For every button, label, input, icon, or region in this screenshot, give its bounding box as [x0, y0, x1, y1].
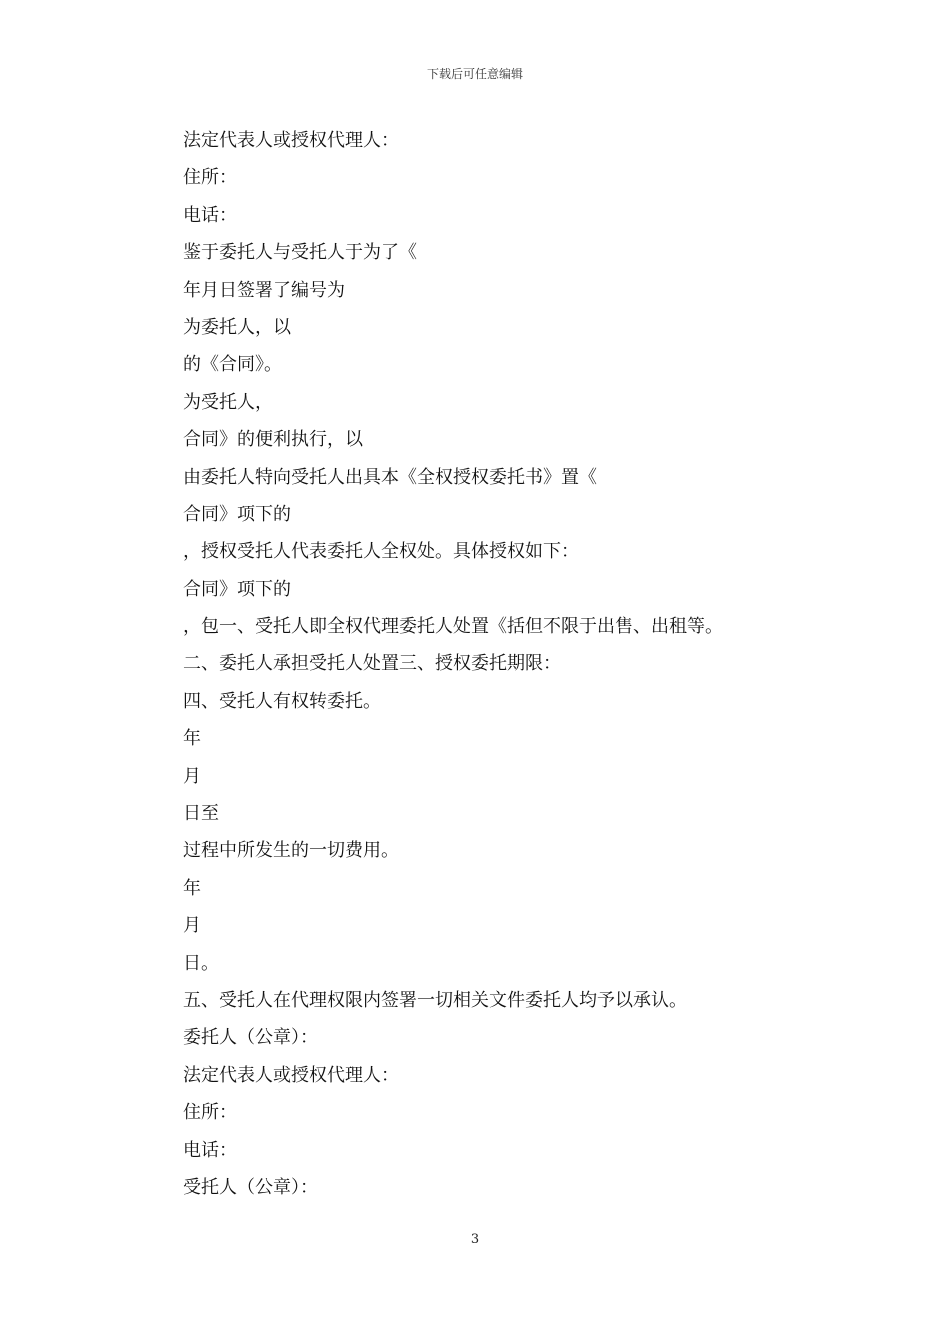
text-line: 过程中所发生的一切费用。 [183, 840, 399, 862]
text-line: 法定代表人或授权代理人： [183, 1064, 399, 1086]
text-line: 二、委托人承担受托人处置三、授权委托期限： [183, 653, 561, 675]
text-line: 住所： [183, 1102, 237, 1124]
text-line: 住所： [183, 167, 237, 189]
text-line: 年月日签署了编号为 [183, 279, 345, 301]
text-line: 受托人（公章）： [183, 1176, 318, 1198]
text-line: 为受托人， [183, 391, 273, 413]
text-line: ，授权受托人代表委托人全权处。具体授权如下： [183, 541, 579, 563]
text-line: 委托人（公章）： [183, 1027, 318, 1049]
text-line: 月 [183, 765, 201, 787]
text-line: 年 [183, 728, 201, 750]
text-line: 合同》项下的 [183, 503, 291, 525]
text-line: 四、受托人有权转委托。 [183, 690, 381, 712]
text-line: ，包一、受托人即全权代理委托人处置《括但不限于出售、出租等。 [183, 616, 723, 638]
text-line: 法定代表人或授权代理人： [183, 130, 399, 151]
text-line: 合同》的便利执行，以 [183, 429, 363, 451]
text-line: 电话： [183, 1139, 237, 1161]
text-line: 年 [183, 877, 201, 899]
document-body [183, 122, 823, 1206]
text-line: 电话： [183, 204, 237, 226]
text-line: 五、受托人在代理权限内签署一切相关文件委托人均予以承认。 [183, 989, 687, 1011]
text-line: 鉴于委托人与受托人于为了《 [183, 242, 417, 264]
page-number: 3 [470, 1232, 480, 1247]
text-line: 合同》项下的 [183, 578, 291, 600]
text-line: 月 [183, 915, 201, 937]
text-line: 为委托人，以 [183, 316, 291, 338]
page-header: 下载后可任意编辑 [426, 67, 523, 81]
text-line: 由委托人特向受托人出具本《全权授权委托书》置《 [183, 466, 597, 488]
text-line: 日至 [183, 803, 219, 825]
text-line: 日。 [183, 952, 219, 974]
text-line: 的《合同》。 [183, 354, 282, 376]
